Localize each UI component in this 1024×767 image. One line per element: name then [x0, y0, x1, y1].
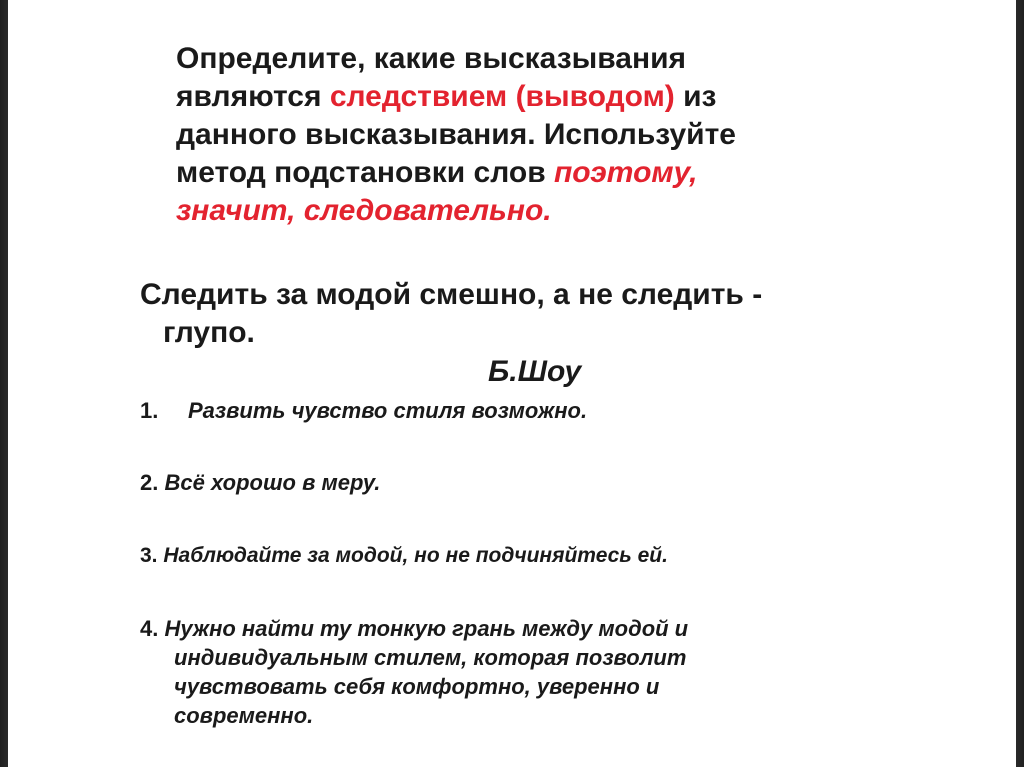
- option-4-number: 4.: [140, 616, 159, 641]
- slide-left-edge: [0, 0, 8, 767]
- option-4-text-line-2: индивидуальным стилем, которая позволит: [174, 645, 687, 670]
- option-2-number: 2.: [140, 470, 159, 495]
- option-4: [140, 614, 840, 730]
- option-4-text-line-1: Нужно найти ту тонкую грань между модой и: [164, 616, 689, 641]
- option-2: [140, 468, 880, 497]
- task-highlight-keywords: поэтому, значит, следовательно.: [176, 156, 698, 227]
- task-text-part2: из данного высказывания. Используйте метод подстановки слов: [176, 80, 736, 189]
- option-1-text: Развить чувство стиля возможно.: [188, 398, 588, 423]
- task-highlight-consequence: следствием (выводом): [329, 80, 675, 113]
- task-instruction: [176, 40, 816, 230]
- quote-line-2: глупо.: [163, 316, 255, 349]
- option-4-text-line-4: современно.: [174, 703, 314, 728]
- slide-right-edge: [1016, 0, 1024, 767]
- option-3-number: 3.: [140, 544, 158, 567]
- option-1: [140, 396, 880, 425]
- option-2-text: Всё хорошо в меру.: [164, 470, 381, 495]
- option-4-text-line-3: чувствовать себя комфортно, уверенно и: [174, 674, 660, 699]
- option-1-number: 1.: [140, 398, 159, 423]
- option-3-text: Наблюдайте за модой, но не подчиняйтесь ей.: [163, 544, 668, 567]
- quote-line-1: Следить за модой смешно, а не следить -: [140, 278, 763, 311]
- task-text-part1: Определите, какие высказывания являются: [176, 42, 687, 113]
- quote: [140, 276, 860, 352]
- quote-author: Б.Шоу: [488, 355, 582, 388]
- option-3: [140, 541, 880, 570]
